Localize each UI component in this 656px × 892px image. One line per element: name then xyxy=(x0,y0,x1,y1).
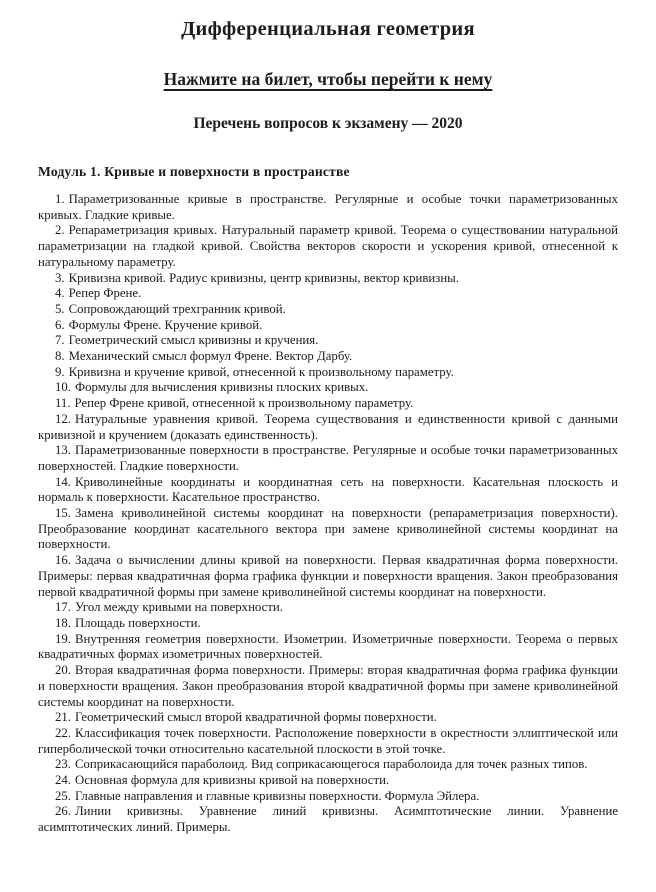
question-number: 25. xyxy=(55,788,71,803)
question-number: 2. xyxy=(55,223,65,238)
question-text: Формулы Френе. Кручение кривой. xyxy=(68,317,263,332)
question-number: 6. xyxy=(55,317,65,332)
question-number: 23. xyxy=(55,757,71,772)
question-number: 17. xyxy=(55,600,71,615)
question-text: Кривизна кривой. Радиус кривизны, центр кривизны, вектор кривизны. xyxy=(68,270,459,285)
question-item[interactable] xyxy=(38,616,618,632)
question-item[interactable] xyxy=(38,726,618,757)
question-number: 13. xyxy=(55,443,71,458)
question-number: 20. xyxy=(55,663,71,678)
module-heading: Модуль 1. Кривые и поверхности в пространстве xyxy=(38,164,350,179)
question-text: Криволинейные координаты и координатная сеть на поверхности. Касательная плоскость и нормаль к поверхности. Касательное пространство. xyxy=(38,474,618,505)
question-item[interactable] xyxy=(38,396,618,412)
question-text: Замена криволинейной системы координат на поверхности (репараметризация поверхности). Преобразование координат касательного вектора при замене криволинейной системы координат на поверхности. xyxy=(38,506,618,552)
question-item[interactable] xyxy=(38,412,618,443)
question-text: Параметризованные поверхности в пространстве. Регулярные и особые точки параметризованных поверхностей. Гладкие поверхности. xyxy=(38,443,618,473)
page-title: Дифференциальная геометрия xyxy=(181,18,475,40)
question-text: Натуральные уравнения кривой. Теорема существования и единственности кривой с данными кривизной и кручением (доказать единственность). xyxy=(38,411,618,442)
question-item[interactable] xyxy=(38,302,618,318)
question-number: 12. xyxy=(55,411,71,426)
question-item[interactable] xyxy=(38,710,618,726)
question-text: Репер Френе кривой, отнесенной к произвольному параметру. xyxy=(74,396,414,411)
question-item[interactable] xyxy=(38,789,618,805)
question-number: 3. xyxy=(55,270,65,285)
question-text: Линии кривизны. Уравнение линий кривизны. Асимптотические линии. Уравнение асимптотических линий. Примеры. xyxy=(38,804,618,835)
question-text: Механический смысл формул Френе. Вектор Дарбу. xyxy=(68,349,353,364)
question-item[interactable] xyxy=(38,506,618,553)
question-number: 10. xyxy=(55,380,71,395)
question-item[interactable] xyxy=(38,271,618,287)
question-text: Угол между кривыми на поверхности. xyxy=(75,600,283,615)
question-number: 26. xyxy=(55,804,71,819)
question-item[interactable] xyxy=(38,757,618,773)
question-item[interactable] xyxy=(38,286,618,302)
question-item[interactable] xyxy=(38,223,618,270)
question-text: Классификация точек поверхности. Расположение поверхности в окрестности эллиптической или гиперболической точки относительно касательной плоскости в этой точке. xyxy=(38,725,618,756)
question-number: 1. xyxy=(55,192,65,206)
question-text: Соприкасающийся параболоид. Вид соприкасающегося параболоида для точек разных типов. xyxy=(75,757,588,772)
question-number: 22. xyxy=(55,725,71,740)
question-text: Кривизна и кручение кривой, отнесенной к произвольному параметру. xyxy=(68,364,454,379)
question-item[interactable] xyxy=(38,804,618,835)
subtitle: Перечень вопросов к экзамену — 2020 xyxy=(193,115,463,132)
question-number: 4. xyxy=(55,286,65,301)
question-text: Площадь поверхности. xyxy=(75,615,201,630)
question-number: 16. xyxy=(55,553,71,568)
question-number: 9. xyxy=(55,364,65,379)
question-number: 14. xyxy=(55,474,71,489)
question-item[interactable] xyxy=(38,475,618,506)
question-number: 7. xyxy=(55,333,65,348)
question-text: Главные направления и главные кривизны поверхности. Формула Эйлера. xyxy=(75,788,480,803)
ticket-link-container xyxy=(38,69,618,90)
question-item[interactable] xyxy=(38,443,618,474)
question-text: Параметризованные кривые в пространстве. Регулярные и особые точки параметризованных кривых. Гладкие кривые. xyxy=(38,192,618,222)
question-number: 8. xyxy=(55,349,65,364)
question-text: Вторая квадратичная форма поверхности. Примеры: вторая квадратичная форма графика функции и поверхности вращения. Закон преобразования второй квадратичной формы при замене криволинейной системы координат на поверхности. xyxy=(38,663,618,709)
question-item[interactable] xyxy=(38,365,618,381)
question-text: Репер Френе. xyxy=(68,286,142,301)
question-item[interactable] xyxy=(38,600,618,616)
question-item[interactable] xyxy=(38,349,618,365)
question-item[interactable] xyxy=(38,632,618,663)
question-item[interactable] xyxy=(38,192,618,223)
question-text: Формулы для вычисления кривизны плоских кривых. xyxy=(75,380,369,395)
question-text: Задача о вычислении длины кривой на поверхности. Первая квадратичная форма поверхности. Примеры: первая квадратичная форма графика функции и поверхности вращения. Закон преобразования первой квадратичной формы при замене криволинейной системы координат на поверхности. xyxy=(38,553,618,599)
question-number: 15. xyxy=(55,506,71,521)
question-list xyxy=(38,192,618,836)
question-number: 19. xyxy=(55,631,71,646)
question-item[interactable] xyxy=(38,553,618,600)
question-number: 18. xyxy=(55,615,71,630)
question-number: 5. xyxy=(55,301,65,316)
question-item[interactable] xyxy=(38,380,618,396)
question-number: 11. xyxy=(55,396,71,411)
question-text: Геометрический смысл второй квадратичной формы поверхности. xyxy=(75,710,437,725)
question-text: Репараметризация кривых. Натуральный параметр кривой. Теорема о существовании натуральной параметризации на гладкой кривой. Свойства векторов скорости и ускорения кривой, отнесенной к натуральному параметру. xyxy=(38,223,618,269)
question-item[interactable] xyxy=(38,773,618,789)
question-text: Сопровождающий трехгранник кривой. xyxy=(68,301,286,316)
question-text: Основная формула для кривизны кривой на поверхности. xyxy=(75,773,390,788)
question-number: 24. xyxy=(55,773,71,788)
question-item[interactable] xyxy=(38,663,618,710)
question-text: Внутренняя геометрия поверхности. Изометрии. Изометричные поверхности. Теорема о первых квадратичных формах изометричных поверхностей. xyxy=(38,631,618,662)
question-item[interactable] xyxy=(38,333,618,349)
question-item[interactable] xyxy=(38,318,618,334)
ticket-link[interactable]: Нажмите на билет, чтобы перейти к нему xyxy=(163,69,493,89)
question-text: Геометрический смысл кривизны и кручения. xyxy=(68,333,319,348)
question-number: 21. xyxy=(55,710,71,725)
